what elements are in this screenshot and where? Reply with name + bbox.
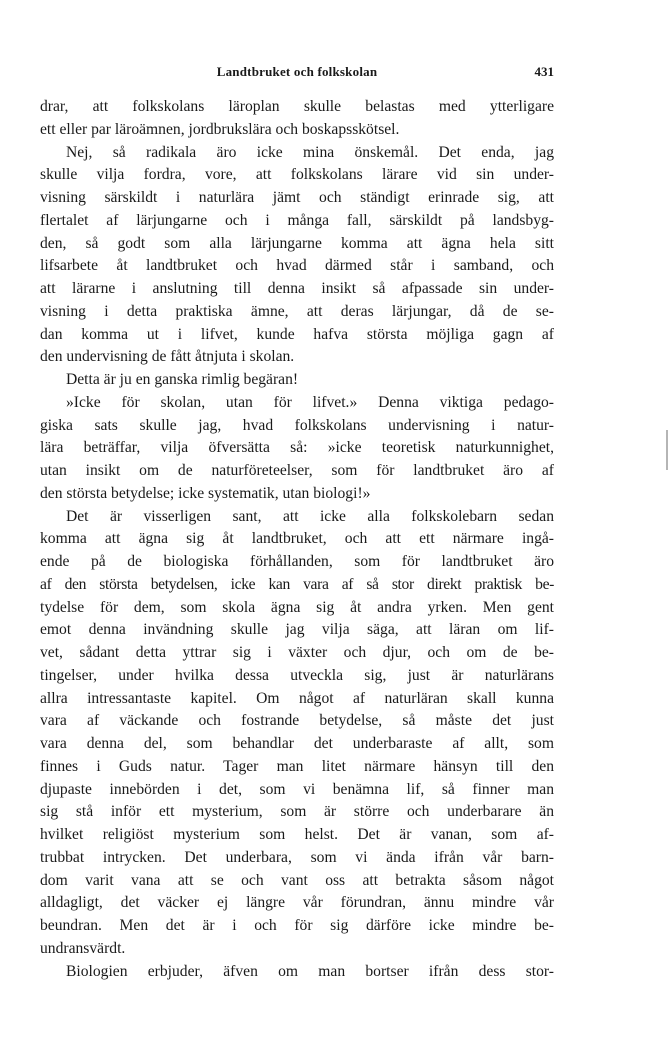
text-line: undransvärdt. bbox=[40, 939, 126, 957]
page-header bbox=[40, 64, 554, 84]
text-line: ett eller par läroämnen, jordbrukslära och boskapsskötsel. bbox=[40, 120, 400, 138]
text-line: den största betydelse; icke systematik, utan biologi!» bbox=[40, 484, 371, 502]
text-line: utan insikt om de naturföreteelser, som för landtbruket äro af bbox=[40, 462, 554, 479]
text-line: hvilket religiöst mysterium som helst. Det är vanan, som af- bbox=[40, 826, 554, 843]
text-line: visning i detta praktiska ämne, att deras lärjungar, då de se- bbox=[40, 302, 554, 320]
text-line: Biologien erbjuder, äfven om man bortser ifrån dess stor- bbox=[66, 962, 554, 980]
scan-edge-mark bbox=[666, 430, 668, 470]
text-line: komma att ägna sig åt landtbruket, och att ett närmare ingå- bbox=[40, 530, 554, 548]
text-line: flertalet af lärjungarne och i många fall, särskildt på landsbyg- bbox=[40, 211, 554, 229]
text-line: alldagligt, det väcker ej längre vår förundran, ännu mindre vår bbox=[40, 894, 554, 912]
body-text bbox=[40, 96, 554, 983]
text-line: dom varit vana att se och vant oss att betrakta såsom något bbox=[40, 871, 554, 889]
text-line: trubbat intrycken. Det underbara, som vi ända ifrån vår barn- bbox=[40, 848, 554, 866]
text-line: lära beträffar, vilja öfversätta så: »icke teoretisk naturkunnighet, bbox=[40, 439, 554, 457]
text-line: vara denna del, som behandlar det underbaraste af allt, som bbox=[40, 735, 554, 752]
text-line: allra intressantaste kapitel. Om något af naturläran skall kunna bbox=[40, 689, 554, 707]
text-line: tingelser, under hvilka dessa utveckla sig, just är naturlärans bbox=[40, 666, 554, 684]
text-line: sig stå inför ett mysterium, som är större och underbarare än bbox=[40, 803, 554, 821]
text-line: djupaste innebörden i det, som vi benämna lif, så finner man bbox=[40, 780, 554, 798]
text-line: den undervisning de fått åtnjuta i skolan. bbox=[40, 348, 295, 366]
text-line: den, så godt som alla lärjungarne komma att ägna hela sitt bbox=[40, 234, 554, 252]
text-line: tydelse för dem, som skola ägna sig åt andra yrken. Men gent bbox=[40, 598, 554, 616]
text-line: att lärarne i anslutning till denna insikt så afpassade sin under- bbox=[40, 280, 554, 297]
text-line: skulle vilja fordra, vore, att folkskolans lärare vid sin under- bbox=[40, 166, 554, 184]
text-line: lifsarbete åt landtbruket och hvad därmed står i samband, och bbox=[40, 257, 554, 275]
text-line: dan komma ut i lifvet, kunde hafva största möjliga gagn af bbox=[40, 325, 554, 343]
text-line: vet, sådant detta yttrar sig i växter och djur, och om de be- bbox=[40, 644, 554, 661]
text-line: drar, att folkskolans läroplan skulle belastas med ytterligare bbox=[40, 98, 554, 115]
text-line: vara af väckande och fostrande betydelse, så måste det just bbox=[40, 712, 554, 730]
text-line: Detta är ju en ganska rimlig begäran! bbox=[66, 371, 299, 388]
text-line: giska sats skulle jag, hvad folkskolans undervisning i natur- bbox=[40, 416, 554, 434]
text-line: ende på de biologiska förhållanden, som för landtbruket äro bbox=[40, 553, 554, 570]
text-line: emot denna invändning skulle jag vilja säga, att läran om lif- bbox=[40, 621, 554, 639]
text-line: af den största betydelsen, icke kan vara af så stor direkt praktisk be- bbox=[40, 575, 554, 593]
text-line: finnes i Guds natur. Tager man litet närmare hänsyn till den bbox=[40, 757, 554, 775]
text-line: »Icke för skolan, utan för lifvet.» Denna viktiga pedago- bbox=[66, 393, 554, 411]
text-line: Nej, så radikala äro icke mina önskemål. Det enda, jag bbox=[66, 143, 554, 161]
page-number: 431 bbox=[534, 64, 554, 79]
text-line: visning särskildt i naturlära jämt och ständigt erinrade sig, att bbox=[40, 189, 554, 206]
text-line: beundran. Men det är i och för sig därföre icke mindre be- bbox=[40, 917, 554, 934]
text-line: Det är visserligen sant, att icke alla folkskolebarn sedan bbox=[66, 507, 554, 525]
running-title: Landtbruket och folkskolan bbox=[216, 64, 378, 79]
